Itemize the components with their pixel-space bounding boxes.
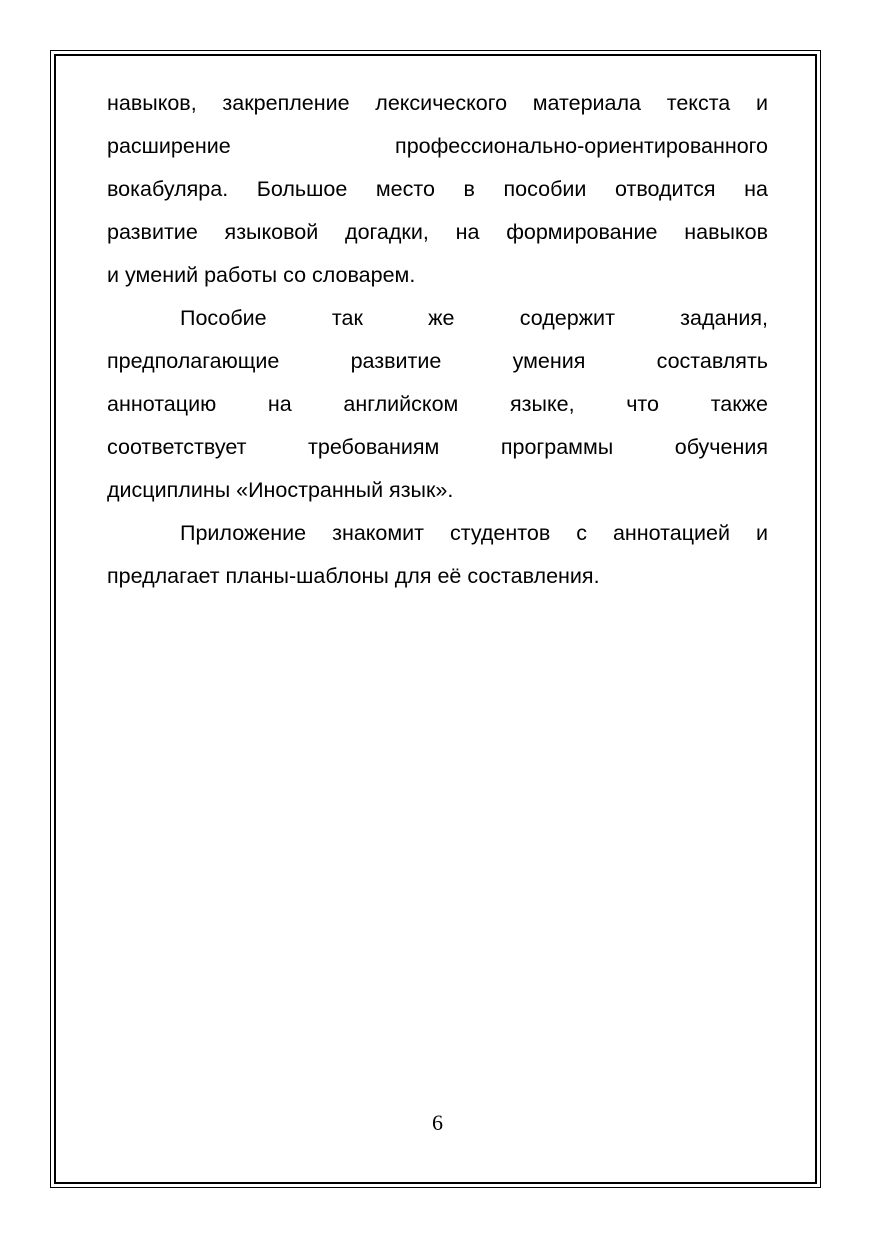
text-line-paragraph-start: Приложение знакомит студентов с аннотацией и bbox=[180, 521, 768, 545]
page-number: 6 bbox=[432, 1110, 443, 1135]
text-line: навыков, закрепление лексического материала текста и bbox=[107, 91, 768, 115]
text-line: расширение профессионально-ориентированного bbox=[107, 134, 768, 158]
text-line: дисциплины «Иностранный язык». bbox=[107, 478, 454, 502]
text-line: предполагающие развитие умения составлять bbox=[107, 349, 768, 373]
text-line: предлагает планы-шаблоны для её составления. bbox=[107, 564, 600, 588]
text-line-paragraph-start: Пособие так же содержит задания, bbox=[180, 306, 768, 330]
text-line: вокабуляра. Большое место в пособии отводится на bbox=[107, 177, 768, 201]
body-text bbox=[107, 82, 768, 598]
text-line: соответствует требованиям программы обучения bbox=[107, 435, 768, 459]
text-line: и умений работы со словарем. bbox=[107, 263, 416, 287]
text-line: развитие языковой догадки, на формирование навыков bbox=[107, 220, 768, 244]
text-line: аннотацию на английском языке, что также bbox=[107, 392, 768, 416]
